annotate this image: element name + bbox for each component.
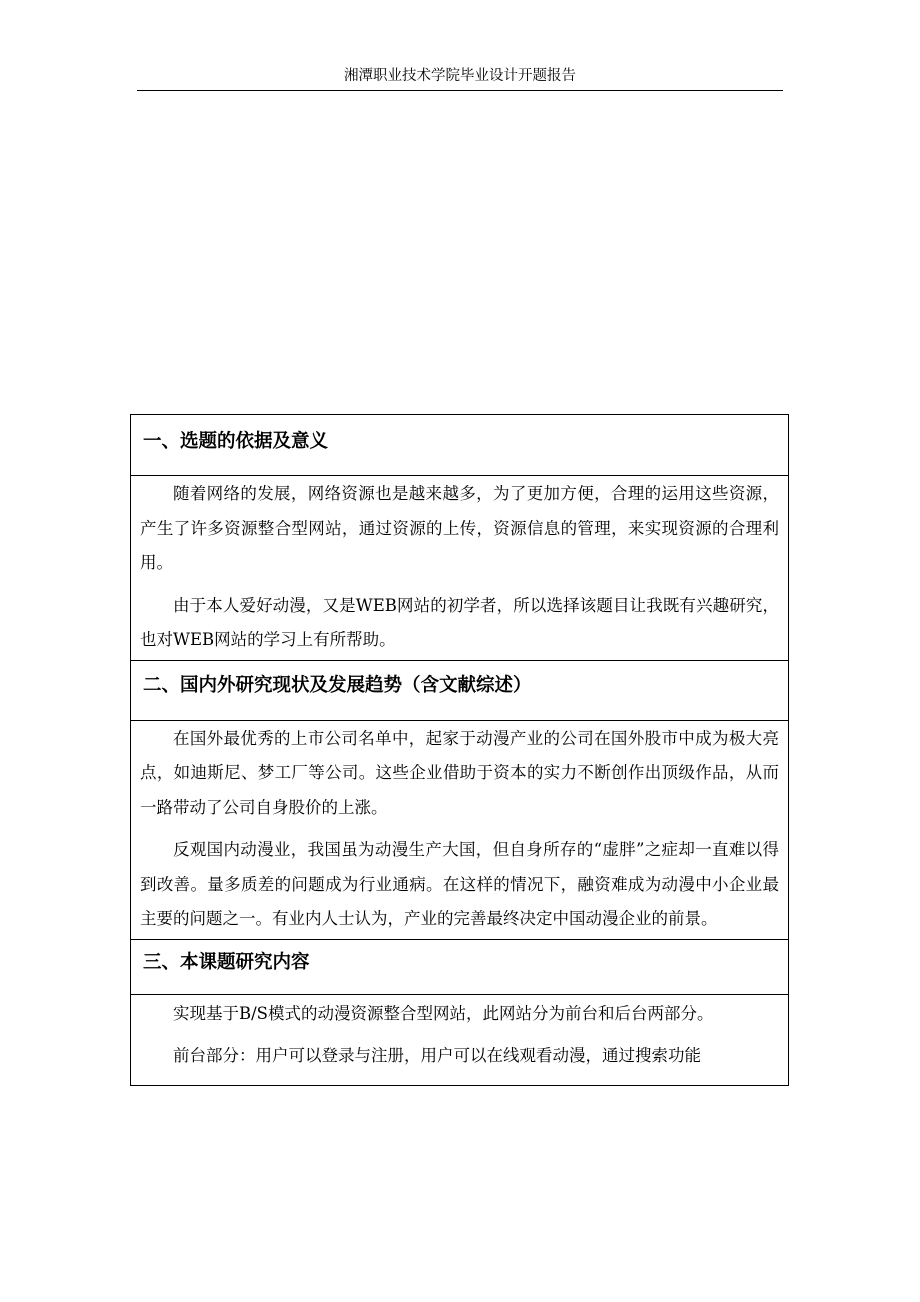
section-1-title-row — [131, 415, 789, 476]
section-2-paragraph-1: 在国外最优秀的上市公司名单中，起家于动漫产业的公司在国外股市中成为极大亮点，如迪斯尼、梦工厂等公司。这些企业借助于资本的实力不断创作出顶级作品，从而一路带动了公司自身股价的上涨。 — [140, 728, 779, 817]
page-header: 湘潭职业技术学院毕业设计开题报告 — [137, 64, 783, 91]
section-3-title: 三、本课题研究内容 — [131, 939, 789, 994]
report-table — [130, 414, 789, 1086]
section-2-body-row — [131, 720, 789, 939]
section-1-paragraph-1: 随着网络的发展，网络资源也是越来越多，为了更加方便，合理的运用这些资源，产生了许多资源整合型网站，通过资源的上传，资源信息的管理，来实现资源的合理利用。 — [140, 484, 779, 572]
section-1-paragraph-2: 由于本人爱好动漫，又是WEB网站的初学者，所以选择该题目让我既有兴趣研究，也对WEB网站的学习上有所帮助。 — [140, 595, 779, 649]
section-2-title: 二、国内外研究现状及发展趋势（含文献综述） — [131, 660, 789, 720]
section-3-body — [131, 994, 789, 1085]
section-1-body — [131, 476, 789, 661]
section-3-title-row — [131, 939, 789, 994]
section-3-paragraph-2: 前台部分：用户可以登录与注册，用户可以在线观看动漫，通过搜索功能 — [173, 1046, 701, 1065]
section-1-title: 一、选题的依据及意义 — [131, 415, 789, 476]
section-2-paragraph-2: 反观国内动漫业，我国虽为动漫生产大国，但自身所存的“虚胖”之症却一直难以得到改善。量多质差的问题成为行业通病。在这样的情况下，融资难成为动漫中小企业最主要的问题之一。有业内人士认为，产业的完善最终决定中国动漫企业的前景。 — [140, 840, 779, 928]
section-2-title-row — [131, 660, 789, 720]
section-3-body-row — [131, 994, 789, 1085]
section-3-paragraph-1: 实现基于B/S模式的动漫资源整合型网站，此网站分为前台和后台两部分。 — [173, 1003, 714, 1023]
section-1-body-row — [131, 476, 789, 661]
section-2-body — [131, 720, 789, 939]
